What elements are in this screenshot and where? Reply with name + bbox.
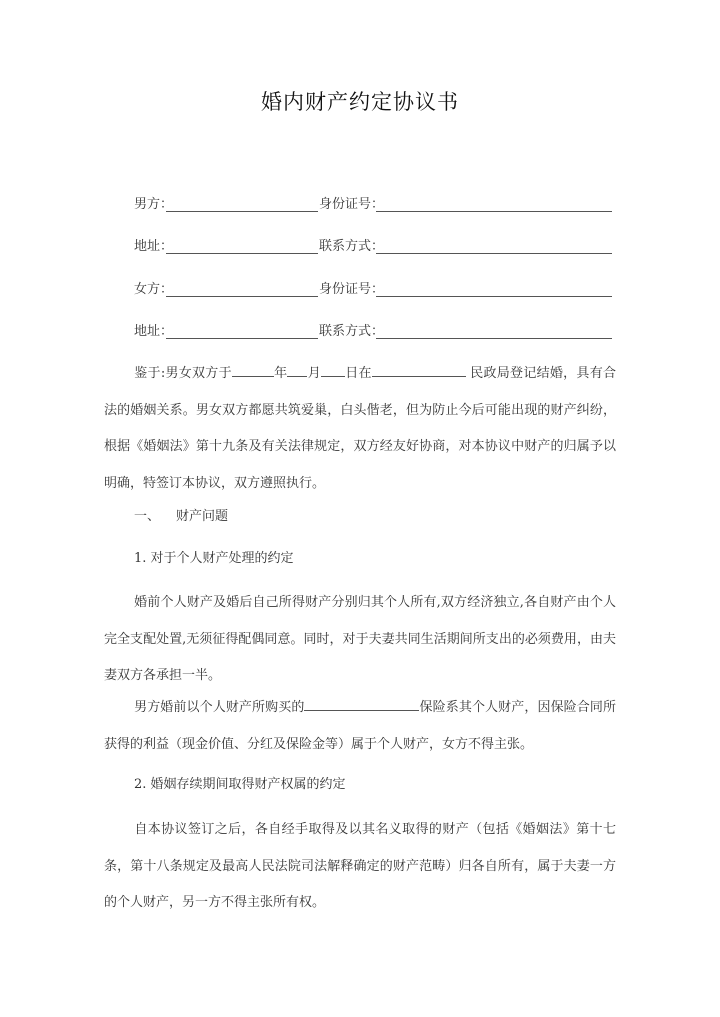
clause-1-paragraph-2-text-a: 男方婚前以个人财产所购买的 — [134, 700, 305, 715]
field-row-male — [134, 195, 612, 215]
marriage-day-blank[interactable] — [321, 362, 345, 377]
male-address-label: 地址： — [134, 239, 174, 254]
civil-affairs-bureau-blank[interactable] — [372, 362, 466, 377]
section-1-heading — [134, 507, 228, 527]
female-address-input[interactable] — [166, 338, 318, 339]
male-address-input[interactable] — [166, 253, 318, 254]
section-1-number: 一、 — [134, 509, 161, 524]
month-label: 月 — [307, 366, 321, 381]
female-contact-label: 联系方式： — [319, 324, 385, 339]
female-address-label: 地址： — [134, 324, 174, 339]
preamble-paragraph — [104, 356, 616, 502]
male-contact-label: 联系方式： — [319, 239, 385, 254]
male-id-input[interactable] — [376, 211, 612, 212]
marriage-year-blank[interactable] — [232, 362, 274, 377]
clause-1-paragraph-2 — [104, 690, 616, 763]
clause-1-heading: 1. 对于个人财产处理的约定 — [134, 551, 294, 566]
preamble-text-rest: 民政局登记结婚，具有合法的婚姻关系。男女双方都愿共筑爱巢，白头偕老，但为防止今后可能出现的财产纠纷，根据《婚姻法》第十九条及有关法律规定，双方经友好协商，对本协议中财产的归属予以明确，特签订本协议，双方遵照执行。 — [104, 366, 616, 491]
marriage-month-blank[interactable] — [287, 362, 307, 377]
clause-1-paragraph-1 — [104, 585, 616, 695]
female-id-label: 身份证号： — [319, 282, 385, 297]
field-row-male-address — [134, 237, 612, 257]
clause-2-paragraph-1 — [104, 812, 616, 922]
male-contact-input[interactable] — [376, 253, 612, 254]
female-name-input[interactable] — [166, 296, 318, 297]
male-name-input[interactable] — [166, 211, 318, 212]
clause-1-paragraph-2-text-b: 保险系其个人财产，因保险合同所获得的利益（现金价值、分红及保险金等）属于个人财产，女方不得主张。 — [104, 700, 616, 752]
male-id-label: 身份证号： — [319, 197, 385, 212]
year-label: 年 — [273, 366, 288, 381]
male-label: 男方： — [134, 197, 174, 212]
clause-2-paragraph-1-text: 自本协议签订之后，各自经手取得及以其名义取得的财产（包括《婚姻法》第十七条，第十八条规定及最高人民法院司法解释确定的财产范畴）归各自所有，属于夫妻一方的个人财产，另一方不得主张所有权。 — [104, 822, 616, 910]
field-row-female-address — [134, 322, 612, 342]
female-id-input[interactable] — [376, 296, 612, 297]
female-label: 女方： — [134, 282, 174, 297]
clause-1-paragraph-1-text: 婚前个人财产及婚后自己所得财产分别归其个人所有,双方经济独立,各自财产由个人完全支配处置,无须征得配偶同意。同时，对于夫妻共同生活期间所支出的必须费用，由夫妻双方各承担一半。 — [104, 595, 616, 683]
field-row-female — [134, 280, 612, 300]
preamble-text-start: 鉴于:男女双方于 — [134, 366, 232, 381]
female-contact-input[interactable] — [376, 338, 612, 339]
day-label: 日在 — [344, 366, 372, 381]
document-title: 婚内财产约定协议书 — [261, 90, 459, 114]
clause-2-heading: 2. 婚姻存续期间取得财产权属的约定 — [134, 777, 346, 792]
section-1-title: 财产问题 — [176, 509, 229, 524]
insurance-name-blank[interactable] — [304, 696, 419, 711]
